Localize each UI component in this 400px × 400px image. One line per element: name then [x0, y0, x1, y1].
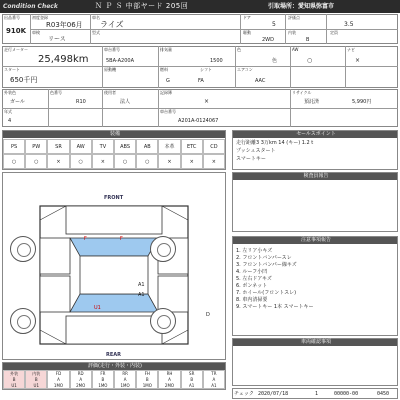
roof: [80, 256, 148, 294]
ext-note-line: 2. フロントバンパースレ: [236, 255, 292, 261]
bottom-cell-sub: 1MO: [120, 382, 130, 388]
nav-value: ×: [355, 57, 361, 64]
sales-point-header-text: セールスポイント: [296, 131, 336, 137]
bottom-cell-label: 内装: [32, 371, 41, 377]
reg-value: R03年06月: [46, 21, 83, 29]
vin-label: 車台番号: [104, 47, 120, 52]
keys-label: 車台番号: [160, 109, 176, 114]
color-no-label: 色番号: [50, 90, 62, 95]
bottom-cell-label: FH: [144, 371, 150, 377]
equip-cell: ×: [203, 154, 225, 169]
eval-value: 3.5: [344, 21, 354, 28]
inspector-header: [233, 173, 397, 180]
engine-label: 原動機: [104, 67, 116, 72]
equip-cell: SR: [47, 139, 69, 154]
bottom-cell-value: A: [123, 376, 127, 382]
inspector-panel: [232, 172, 398, 232]
rear-label: REAR: [106, 352, 121, 358]
banner-right-text: 引取場所：愛知県弥富市: [268, 3, 335, 10]
bottom-cell: [136, 370, 158, 389]
shift-label: シフト: [200, 67, 212, 72]
wheel-front-right: [150, 236, 176, 262]
ext-note-line: 3. フロントバンパー線キズ: [236, 262, 297, 268]
equip-cell: TV: [92, 139, 114, 154]
bottom-cell-sub: 2MO: [76, 382, 86, 388]
drive-label: 駆動: [243, 30, 251, 35]
bottom-cell-sub: 1MO: [53, 382, 64, 388]
ext-note-header-text: 注意事項報告: [300, 237, 331, 243]
ext-note-line: 9. スマートキー 1本 スマートキー: [236, 304, 314, 310]
footer-check-label: チェック: [234, 391, 254, 397]
equip-cell: AW: [70, 139, 92, 154]
equip-cell: ○: [3, 154, 25, 169]
shift-value: FA: [198, 78, 204, 84]
bottom-table-header-text: 評価(走行・外装・内装): [88, 363, 142, 369]
bottom-cell-sub: U1: [33, 382, 40, 388]
bottom-cell: [47, 370, 69, 389]
outer-color-value: ガール: [10, 99, 25, 105]
interior-value: B: [306, 37, 310, 43]
bottom-cell-label: FD: [55, 371, 62, 377]
eval-label: 評価点: [288, 15, 300, 20]
diagram-note: D: [206, 312, 210, 318]
owner-value: 法人: [120, 99, 131, 105]
diagram-mark-2: F: [120, 236, 123, 242]
left-front-door: [40, 238, 70, 274]
cc-value: 1500: [210, 58, 223, 64]
bottom-cell-sub: A1: [189, 382, 195, 388]
left-rear-door: [40, 276, 70, 312]
equip-cell: PW: [25, 139, 47, 154]
ext-note-line: 7. ホイール(フロントスレ): [236, 290, 297, 296]
mileage-note-header: [233, 339, 397, 346]
sales-point-lines: [236, 140, 394, 164]
bottom-cell-value: B: [190, 376, 194, 382]
rear-windshield: [70, 294, 158, 312]
inspector-header-text: 検査員報告: [303, 173, 329, 179]
aw-value: ○: [307, 57, 313, 64]
bottom-cell-label: FR: [100, 371, 106, 377]
ext-note-line: 8. 車内清掃要: [236, 297, 268, 303]
diagram-mark-3: A1: [138, 282, 145, 288]
equip-cell: ABS: [114, 139, 136, 154]
lot-value: 910K: [6, 27, 27, 35]
bottom-cell-label: SR: [189, 371, 195, 377]
bottom-cell-sub: A1: [211, 382, 217, 388]
bottom-cell: [181, 370, 203, 389]
recycle-fee: 5,990円: [352, 99, 372, 105]
bottom-cell-label: 外装: [10, 371, 19, 377]
start-value: 650千円: [10, 76, 38, 84]
interior-label: 内装: [288, 30, 296, 35]
wheel-front-left: [10, 236, 36, 262]
mileage-label: 走行メーター: [4, 47, 28, 52]
equip-cell: ○: [70, 154, 92, 169]
ext-note-line: 5. 左右ドアキズ: [236, 276, 272, 282]
equip-cell: ×: [92, 154, 114, 169]
bottom-cell-sub: 2MO: [164, 382, 175, 388]
bottom-cell: [25, 370, 47, 389]
ac-label: エアコン: [237, 67, 253, 72]
make-label: 車名: [92, 15, 100, 20]
nav-label: ナビ: [347, 47, 355, 52]
bottom-cell-label: RR: [122, 371, 128, 377]
ext-note-line: 4. ルーフ小凹: [236, 269, 268, 275]
equip-header-text: 装備: [109, 131, 120, 137]
ac-value: AAC: [255, 78, 266, 84]
vin-value: 5BA-A200A: [106, 58, 135, 64]
lot-label: 出品番号: [4, 15, 20, 20]
doors-label: ドア: [243, 15, 251, 20]
bottom-cell-value: B: [145, 376, 149, 382]
bottom-cell-value: B: [34, 376, 38, 382]
sales-point-line: スマートキー: [236, 156, 266, 162]
banner-title: Ｎ Ｐ Ｓ 中部ヤード 205回: [95, 2, 189, 10]
wheel-rear-left: [10, 308, 36, 334]
bottom-cell-value: A: [168, 376, 171, 382]
equip-cell: ○: [136, 154, 158, 169]
shaken-value: リース: [48, 36, 66, 43]
record-label: 記録簿: [160, 90, 172, 95]
sales-point-line: プッシュスタート: [236, 148, 276, 154]
equip-cell: 本革: [158, 139, 180, 154]
footer-date: 2020/07/18: [258, 391, 289, 397]
bottom-cell-label: RH: [166, 371, 173, 377]
bottom-cell-sub: 1MO: [142, 382, 152, 388]
bottom-cell: [158, 370, 180, 389]
color-value: 色: [272, 58, 278, 64]
equip-cell: ×: [158, 154, 180, 169]
ext-note-line: 6. ボンネット: [236, 283, 268, 289]
start-label: スタート: [4, 67, 20, 72]
model-label: 型式: [92, 30, 100, 35]
ext-note-header: [233, 237, 397, 244]
bottom-cell-value: B: [12, 376, 16, 382]
outer-color-label: 外装色: [4, 90, 16, 95]
recycle-value: 預託済: [304, 99, 320, 105]
shaken-label: 車検: [32, 30, 40, 35]
equip-header: [3, 131, 225, 138]
date-label: 年式: [4, 109, 12, 114]
equip-cell: ○: [114, 154, 136, 169]
date-value: 4: [8, 118, 12, 124]
footer-page: 1: [315, 391, 319, 397]
drive-value: 2WD: [262, 37, 274, 43]
diagram-center-mark: U1: [94, 305, 101, 311]
bottom-cell: [3, 370, 25, 389]
bottom-cell: [70, 370, 92, 389]
doors-value: 5: [272, 21, 276, 28]
mileage-value: 25,498km: [38, 54, 89, 65]
record-value: ×: [204, 98, 210, 105]
recycle-label: リサイクル: [292, 90, 312, 95]
bottom-cell-sub: U1: [11, 382, 17, 388]
equip-cell: ×: [47, 154, 69, 169]
bottom-cell: [114, 370, 136, 389]
mileage-note-header-text: 車両確認事項: [300, 339, 331, 345]
diagram-mark-1: F: [84, 236, 87, 242]
car-hood: [66, 206, 162, 234]
reg-label: 初度登録: [32, 15, 48, 20]
footer-num: 0450: [377, 391, 390, 397]
make-value: ライズ: [100, 20, 124, 29]
bottom-cell-value: A: [212, 376, 216, 382]
seats-label: 定員: [330, 30, 338, 35]
equip-grid: [3, 139, 225, 169]
front-label: FRONT: [104, 195, 124, 201]
equip-cell: CD: [203, 139, 225, 154]
car-diagram: [2, 200, 226, 350]
color-label: 色: [237, 47, 241, 52]
owner-label: 使用者: [104, 90, 116, 95]
bottom-table-header: [3, 363, 225, 370]
equip-cell: ×: [181, 154, 203, 169]
equip-cell: ○: [25, 154, 47, 169]
bottom-cell-label: TR: [211, 371, 217, 377]
bottom-cell-value: A: [57, 376, 60, 382]
ext-note-lines: [236, 248, 394, 311]
bottom-cell-value: B: [101, 376, 105, 382]
car-trunk: [66, 316, 162, 344]
footer-code: 00000-00: [334, 391, 359, 397]
bottom-cell: [92, 370, 114, 389]
cc-label: 排気量: [160, 47, 172, 52]
right-rear-door: [158, 276, 188, 312]
bottom-cell-label: RD: [77, 371, 84, 377]
equip-cell: ETC: [181, 139, 203, 154]
top-banner: [0, 0, 400, 13]
bottom-cell: [203, 370, 225, 389]
bottom-grid: [3, 370, 225, 389]
fuel-value: G: [166, 78, 170, 84]
sales-point-line: 走行距離3 3万km 14 (キー) 1.2 t: [236, 140, 314, 146]
keys-value: A201A-0124067: [178, 118, 219, 124]
ext-note-line: 1. 左リア小キズ: [236, 248, 273, 254]
wheel-rear-right: [150, 308, 176, 334]
equip-cell: AB: [136, 139, 158, 154]
banner-left-text: Condition Check: [3, 3, 58, 10]
bottom-cell-value: A: [79, 376, 83, 382]
sales-point-header: [233, 131, 397, 138]
fuel-label: 燃料: [160, 67, 168, 72]
bottom-cell-sub: 1MO: [98, 382, 108, 388]
equip-cell: PS: [3, 139, 25, 154]
aw-label: AW: [292, 47, 299, 52]
diagram-mark-4: A1: [138, 292, 145, 298]
color-no-value: R10: [76, 99, 86, 105]
